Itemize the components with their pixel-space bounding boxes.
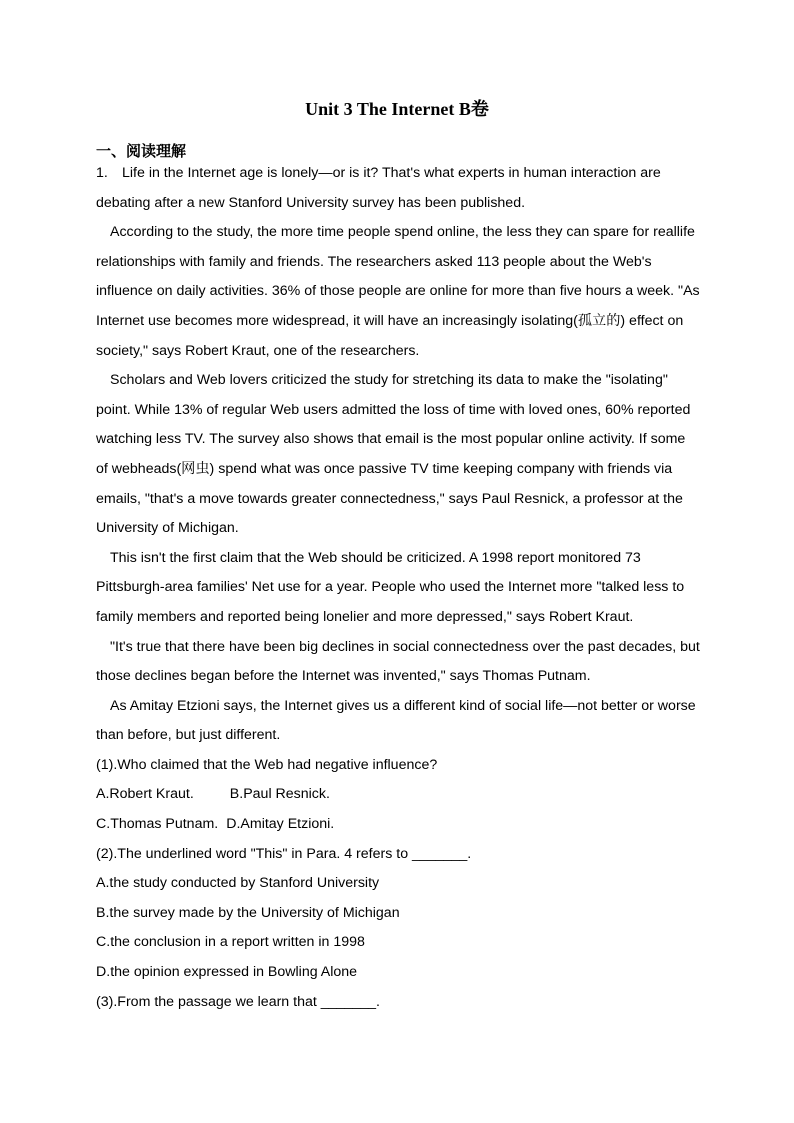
question-2-option-d: D.the opinion expressed in Bowling Alone <box>96 964 358 981</box>
question-1-option-c: C.Thomas Putnam. <box>96 816 219 833</box>
question-2-option-c: C.the conclusion in a report written in 1998 <box>96 934 365 951</box>
question-1-option-a: A.Robert Kraut. <box>96 786 194 803</box>
question-3-stem: (3).From the passage we learn that _______. <box>96 993 380 1010</box>
passage-paragraph-1 <box>96 159 700 218</box>
question-1-option-b: B.Paul Resnick. <box>229 786 330 803</box>
question-1-stem: (1).Who claimed that the Web had negative influence? <box>96 756 438 773</box>
question-2-option-a: A.the study conducted by Stanford University <box>96 875 380 892</box>
passage-paragraph-5: "It's true that there have been big declines in social connectedness over the past decades, but those declines began before the Internet was invented," says Thomas Putnam. <box>96 638 700 685</box>
question-2-stem: (2).The underlined word "This" in Para. 4 refers to _______. <box>96 845 472 862</box>
passage-paragraph-4: This isn't the first claim that the Web should be criticized. A 1998 report monitored 73 Pittsburgh-area families' Net use for a year. People who used the Internet more "talked less to family members and reported being lonelier and more depressed," says Robert Kraut. <box>96 549 685 625</box>
question-1-options-row-2 <box>96 810 700 840</box>
reading-passage <box>96 159 700 1017</box>
document-title: Unit 3 The Internet B卷 <box>305 99 489 119</box>
passage-paragraph-6: As Amitay Etzioni says, the Internet gives us a different kind of social life—not better or worse than before, but just different. <box>96 697 696 744</box>
section-heading: 一、阅读理解 <box>96 143 187 160</box>
question-1-options-row-1 <box>96 780 700 810</box>
passage-paragraph-2: According to the study, the more time people spend online, the less they can spare for reallife relationships with family and friends. The researchers asked 113 people about the Web's influence on daily activities. 36% of those people are online for more than five hours a week. "As Internet use becomes more widespread, it will have an increasingly isolating(孤立的) effect on society," says Robert Kraut, one of the researchers. <box>96 224 700 359</box>
question-number: 1. <box>96 165 108 181</box>
question-1-option-d: D.Amitay Etzioni. <box>226 816 335 833</box>
question-2-option-b: B.the survey made by the University of Michigan <box>96 904 400 921</box>
paragraph-1-text: Life in the Internet age is lonely—or is it? That's what experts in human interaction are debating after a new Stanford University survey has been published. <box>96 165 661 211</box>
passage-paragraph-3: Scholars and Web lovers criticized the study for stretching its data to make the "isolating" point. While 13% of regular Web users admitted the loss of time with loved ones, 60% reported watching less TV. The survey also shows that email is the most popular online activity. If some of webheads(网虫) spend what was once passive TV time keeping company with friends via emails, "that's a move towards greater connectedness," says Paul Resnick, a professor at the University of Michigan. <box>96 372 691 537</box>
